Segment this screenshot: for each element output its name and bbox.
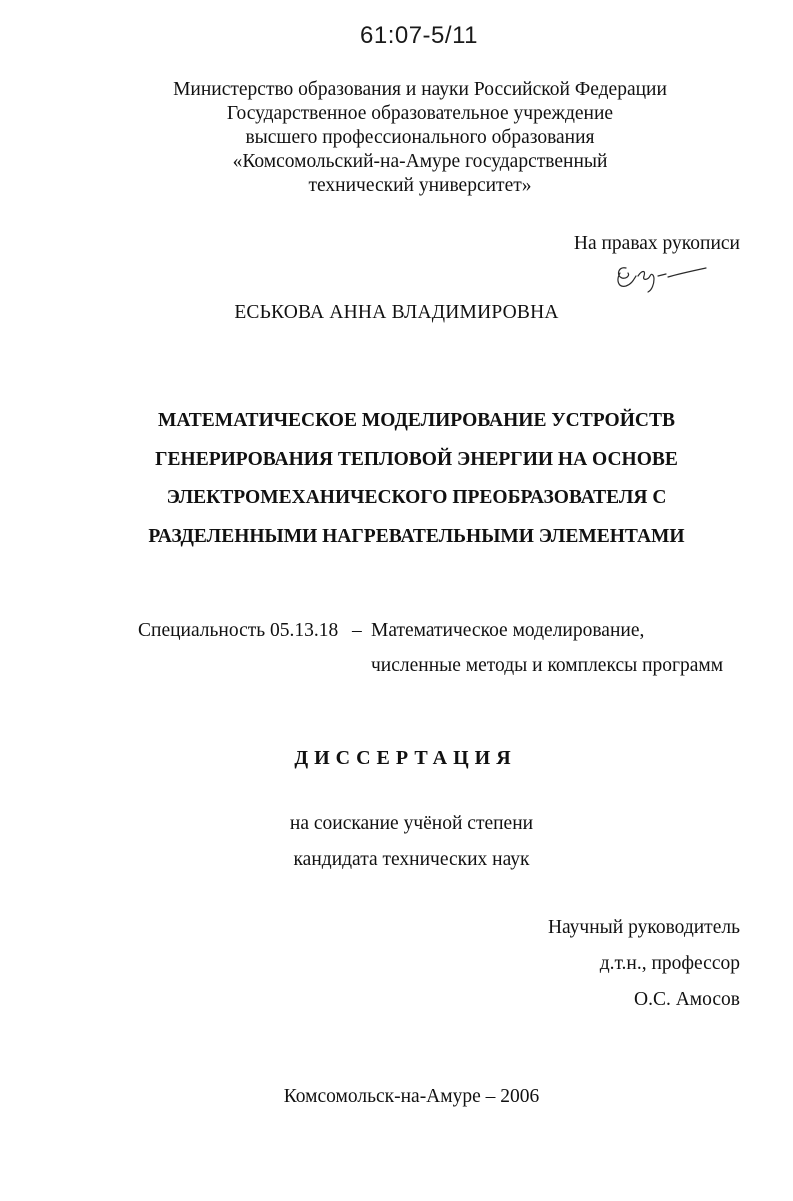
dissertation-title <box>40 402 793 556</box>
title-line: РАЗДЕЛЕННЫМИ НАГРЕВАТЕЛЬНЫМИ ЭЛЕМЕНТАМИ <box>148 525 685 547</box>
title-line: МАТЕМАТИЧЕСКОЕ МОДЕЛИРОВАНИЕ УСТРОЙСТВ <box>158 410 675 431</box>
supervisor-block <box>440 910 740 1018</box>
specialty-name-line: численные методы и комплексы программ <box>371 655 724 676</box>
supervisor-degree: д.т.н., профессор <box>599 953 740 974</box>
archive-stamp: 61:07-5/11 <box>360 22 478 49</box>
specialty-label: Специальность <box>138 620 266 641</box>
institution-line: Министерство образования и науки Российской Федерации <box>173 79 667 100</box>
institution-line: высшего профессионального образования <box>245 127 595 148</box>
document-type-heading: ДИССЕРТАЦИЯ <box>294 747 517 769</box>
place-and-year: Комсомольск-на-Амуре – 2006 <box>283 1086 540 1107</box>
degree-line: кандидата технических наук <box>293 849 530 870</box>
institution-block <box>120 78 720 198</box>
specialty-name-line: Математическое моделирование, <box>371 620 645 641</box>
degree-block <box>0 806 793 878</box>
handwritten-signature <box>608 246 708 294</box>
supervisor-name: О.С. Амосов <box>634 989 740 1010</box>
degree-line: на соискание учёной степени <box>289 813 534 834</box>
manuscript-rights-note: На правах рукописи <box>573 233 740 254</box>
supervisor-role: Научный руководитель <box>547 917 740 938</box>
institution-line: технический университет» <box>308 175 532 196</box>
title-line: ГЕНЕРИРОВАНИЯ ТЕПЛОВОЙ ЭНЕРГИИ НА ОСНОВЕ <box>155 448 678 470</box>
specialty-code: 05.13.18 <box>270 620 339 641</box>
specialty-dash: – <box>352 620 362 641</box>
title-line: ЭЛЕКТРОМЕХАНИЧЕСКОГО ПРЕОБРАЗОВАТЕЛЯ С <box>166 487 667 508</box>
institution-line: Государственное образовательное учреждение <box>226 103 614 124</box>
author-name: ЕСЬКОВА АННА ВЛАДИМИРОВНА <box>234 302 559 323</box>
institution-line: «Комсомольский-на-Амуре государственный <box>232 151 608 172</box>
